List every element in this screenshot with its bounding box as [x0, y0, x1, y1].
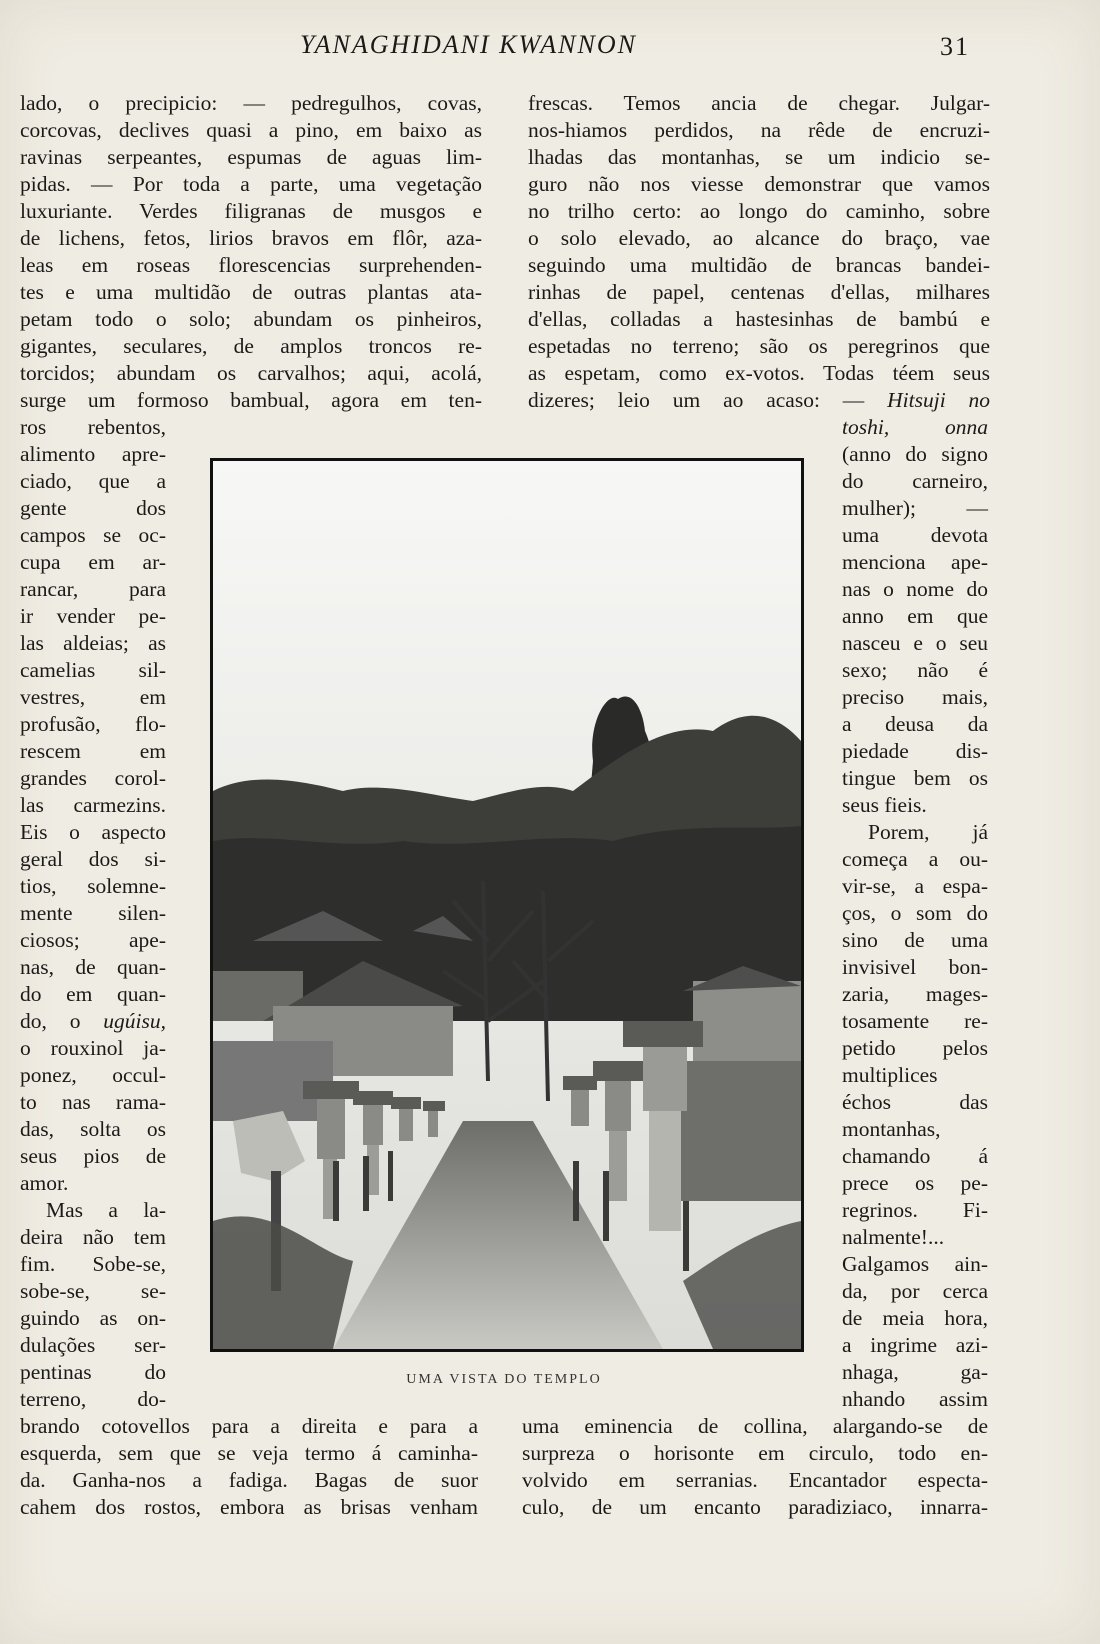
text-line: torcidos; abundam os carvalhos; aqui, acolá, [20, 361, 482, 385]
text-line: gente dos [20, 496, 166, 520]
text-line: Eis o aspecto [20, 820, 166, 844]
text-line: rescem em [20, 739, 166, 763]
text-line: nhaga, ga- [842, 1360, 988, 1384]
italic-word: ugúisu, [103, 1009, 166, 1033]
text-line: volvido em serranias. Encantador especta- [522, 1468, 988, 1492]
text-line: ços, o som do [842, 901, 988, 925]
text-line: amor. [20, 1171, 69, 1195]
text-line: guro não nos viesse demonstrar que vamos [528, 172, 990, 196]
text-line: cahem dos rostos, embora as brisas venham [20, 1495, 478, 1519]
text-line [20, 1008, 166, 1035]
text-line: piedade dis- [842, 739, 988, 763]
text-line: tes e uma multidão de outras plantas ata- [20, 280, 482, 304]
italic-phrase: toshi, onna [842, 415, 988, 439]
text-line: brando cotovellos para a direita e para a [20, 1414, 478, 1438]
running-title: YANAGHIDANI KWANNON [300, 30, 637, 59]
text-line: Porem, já [868, 820, 988, 844]
text-line: geral dos si- [20, 847, 166, 871]
text-line: terreno, do- [20, 1387, 166, 1411]
text-line: das, solta os [20, 1117, 166, 1141]
text-line: espetadas no terreno; são os peregrinos que [528, 334, 990, 358]
text-line: ravinas serpeantes, espumas de aguas lim- [20, 145, 482, 169]
text-line: nas o nome do [842, 577, 988, 601]
text-line: tingue bem os [842, 766, 988, 790]
text-line: ros rebentos, [20, 415, 166, 439]
figure-caption: UMA VISTA DO TEMPLO [406, 1372, 602, 1387]
text-line: as espetam, como ex-votos. Todas téem seus [528, 361, 990, 385]
text-line: seus pios de [20, 1144, 166, 1168]
text-line: dulações ser- [20, 1333, 166, 1357]
text-line: nos-hiamos perdidos, na rêde de encruzi- [528, 118, 990, 142]
text-line: multiplices [842, 1063, 938, 1087]
text-line: começa a ou- [842, 847, 988, 871]
text-line: leas em roseas florescencias surprehenden- [20, 253, 482, 277]
text-fragment: do, o [20, 1009, 104, 1033]
text-line: sobe-se, se- [20, 1279, 166, 1303]
text-line: ciosos; ape- [20, 928, 166, 952]
text-line: a deusa da [842, 712, 988, 736]
text-line: d'ellas, colladas a hastesinhas de bambú e [528, 307, 990, 331]
italic-phrase: Hitsuji no [887, 388, 991, 412]
text-line: menciona ape- [842, 550, 988, 574]
text-line [528, 387, 990, 414]
text-line: ir vender pe- [20, 604, 166, 628]
text-line: pidas. — Por toda a parte, uma vegetação [20, 172, 482, 196]
text-line: grandes corol- [20, 766, 166, 790]
text-line: profusão, flo- [20, 712, 166, 736]
text-line: esquerda, sem que se veja termo á caminha- [20, 1441, 478, 1465]
text-line: de lichens, fetos, lirios bravos em flôr, aza- [20, 226, 482, 250]
text-line: anno em que [842, 604, 988, 628]
text-line: lado, o precipicio: — pedregulhos, covas, [20, 91, 482, 115]
text-line: las carmezins. [20, 793, 166, 817]
text-line: nhando assim [842, 1387, 988, 1411]
text-line: las aldeias; as [20, 631, 166, 655]
text-line: o rouxinol ja- [20, 1036, 166, 1060]
text-line: da, por cerca [842, 1279, 988, 1303]
text-line: Mas a la- [46, 1198, 166, 1222]
text-line: campos se oc- [20, 523, 166, 547]
text-line: rinhas de papel, centenas d'ellas, milhares [528, 280, 990, 304]
text-line: nalmente!... [842, 1225, 945, 1249]
text-line: vir-se, a espa- [842, 874, 988, 898]
text-line: fim. Sobe-se, [20, 1252, 166, 1276]
text-line: do em quan- [20, 982, 166, 1006]
text-line: surge um formoso bambual, agora em ten- [20, 388, 482, 412]
text-line: ponez, occul- [20, 1063, 166, 1087]
text-line: Galgamos ain- [842, 1252, 988, 1276]
text-line: mulher); — [842, 496, 988, 520]
temple-photo-illustration [213, 461, 801, 1349]
text-line: uma eminencia de collina, alargando-se de [522, 1414, 988, 1438]
text-line: invisivel bon- [842, 955, 988, 979]
text-line: uma devota [842, 523, 988, 547]
text-line: prece os pe- [842, 1171, 988, 1195]
text-line: preciso mais, [842, 685, 988, 709]
temple-photograph [210, 458, 804, 1352]
text-line: tios, solemne- [20, 874, 166, 898]
text-line: échos das [842, 1090, 988, 1114]
text-line: lhadas das montanhas, se um indicio se- [528, 145, 990, 169]
text-line: sexo; não é [842, 658, 988, 682]
text-line: gigantes, seculares, de amplos troncos re- [20, 334, 482, 358]
text-line: seguindo uma multidão de brancas bandei- [528, 253, 990, 277]
text-line: deira não tem [20, 1225, 166, 1249]
text-line: no trilho certo: ao longo do caminho, sobre [528, 199, 990, 223]
text-line: camelias sil- [20, 658, 166, 682]
text-line: to nas rama- [20, 1090, 166, 1114]
text-line: nasceu e o seu [842, 631, 988, 655]
text-line: culo, de um encanto paradiziaco, innarra- [522, 1495, 988, 1519]
text-line: ciado, que a [20, 469, 166, 493]
text-line: chamando á [842, 1144, 988, 1168]
text-line: petido pelos [842, 1036, 988, 1060]
text-line: guindo as on- [20, 1306, 166, 1330]
text-line: surpreza o horisonte em circulo, todo en- [522, 1441, 988, 1465]
page-number: 31 [940, 32, 970, 61]
text-line: seus fieis. [842, 793, 927, 817]
text-line: de meia hora, [842, 1306, 988, 1330]
text-line: do carneiro, [842, 469, 988, 493]
text-line: mente silen- [20, 901, 166, 925]
text-line [842, 414, 988, 441]
text-line: pentinas do [20, 1360, 166, 1384]
text-line: rancar, para [20, 577, 166, 601]
text-line: corcovas, declives quasi a pino, em baixo as [20, 118, 482, 142]
text-line: zaria, mages- [842, 982, 988, 1006]
text-line: cupa em ar- [20, 550, 166, 574]
text-line: da. Ganha-nos a fadiga. Bagas de suor [20, 1468, 478, 1492]
text-line: nas, de quan- [20, 955, 166, 979]
text-line: regrinos. Fi- [842, 1198, 988, 1222]
text-line: a ingrime azi- [842, 1333, 988, 1357]
text-fragment: dizeres; leio um ao acaso: — [528, 388, 888, 412]
text-line: montanhas, [842, 1117, 941, 1141]
text-line: sino de uma [842, 928, 988, 952]
text-line: frescas. Temos ancia de chegar. Julgar- [528, 91, 990, 115]
text-line: vestres, em [20, 685, 166, 709]
text-line: tosamente re- [842, 1009, 988, 1033]
text-line: o solo elevado, ao alcance do braço, vae [528, 226, 990, 250]
text-line: (anno do signo [842, 442, 988, 466]
text-line: luxuriante. Verdes filigranas de musgos e [20, 199, 482, 223]
text-line: alimento apre- [20, 442, 166, 466]
text-line: petam todo o solo; abundam os pinheiros, [20, 307, 482, 331]
